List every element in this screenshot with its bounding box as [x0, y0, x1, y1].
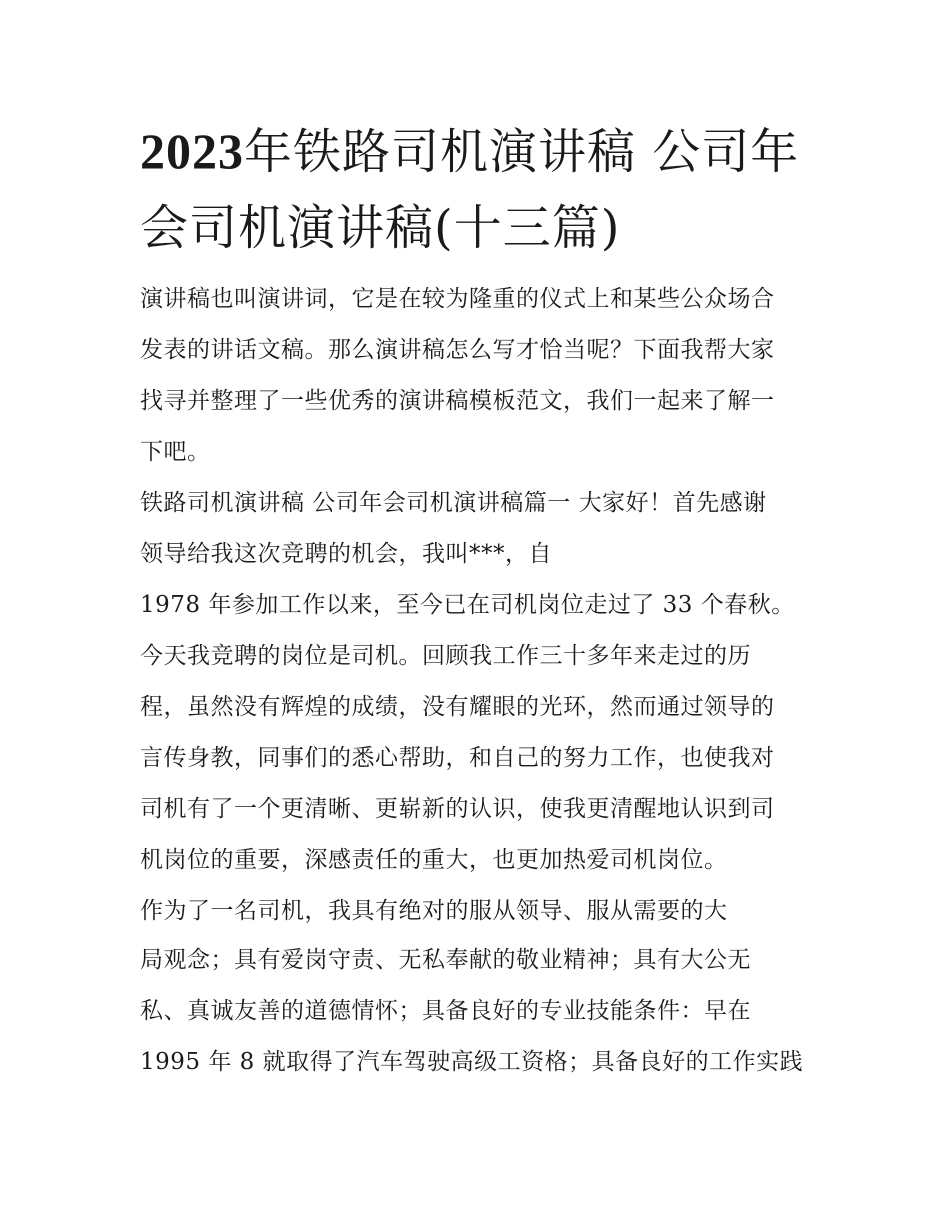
- body-line-6: 领导给我这次竞聘的机会，我叫***，自: [140, 541, 552, 567]
- title-year: 2023: [140, 123, 244, 179]
- body-line-5: 铁路司机演讲稿 公司年会司机演讲稿篇一 大家好！首先感谢: [140, 490, 767, 516]
- body-line-12: 机岗位的重要，深感责任的重大，也更加热爱司机岗位。: [140, 847, 728, 873]
- title-text: 年铁路司机演讲稿 公司年会司机演讲稿(十三篇): [140, 124, 800, 256]
- body-line-8: 今天我竞聘的岗位是司机。回顾我工作三十多年来走过的历: [140, 643, 751, 669]
- body-line-9: 程，虽然没有辉煌的成绩，没有耀眼的光环，然而通过领导的: [140, 694, 775, 720]
- body-line-15: 私、真诚友善的道德情怀；具备良好的专业技能条件：早在: [140, 998, 751, 1024]
- body-line-4: 下吧。: [140, 439, 211, 465]
- body-line-1: 演讲稿也叫演讲词，它是在较为隆重的仪式上和某些公众场合: [140, 286, 775, 312]
- body-line-16: 1995 年 8 就取得了汽车驾驶高级工资格；具备良好的工作实践: [140, 1049, 804, 1075]
- body-line-2: 发表的讲话文稿。那么演讲稿怎么写才恰当呢？下面我帮大家: [140, 337, 775, 363]
- body-line-13: 作为了一名司机，我具有绝对的服从领导、服从需要的大: [140, 898, 728, 924]
- body-line-10: 言传身教，同事们的悉心帮助，和自己的努力工作，也使我对: [140, 745, 775, 771]
- body-line-14: 局观念；具有爱岗守责、无私奉献的敬业精神；具有大公无: [140, 947, 751, 973]
- body-line-7: 1978 年参加工作以来，至今已在司机岗位走过了 33 个春秋。: [140, 592, 795, 618]
- document-title: [140, 113, 830, 266]
- body-line-11: 司机有了一个更清晰、更崭新的认识，使我更清醒地认识到司: [140, 796, 775, 822]
- body-line-3: 找寻并整理了一些优秀的演讲稿模板范文，我们一起来了解一: [140, 388, 775, 414]
